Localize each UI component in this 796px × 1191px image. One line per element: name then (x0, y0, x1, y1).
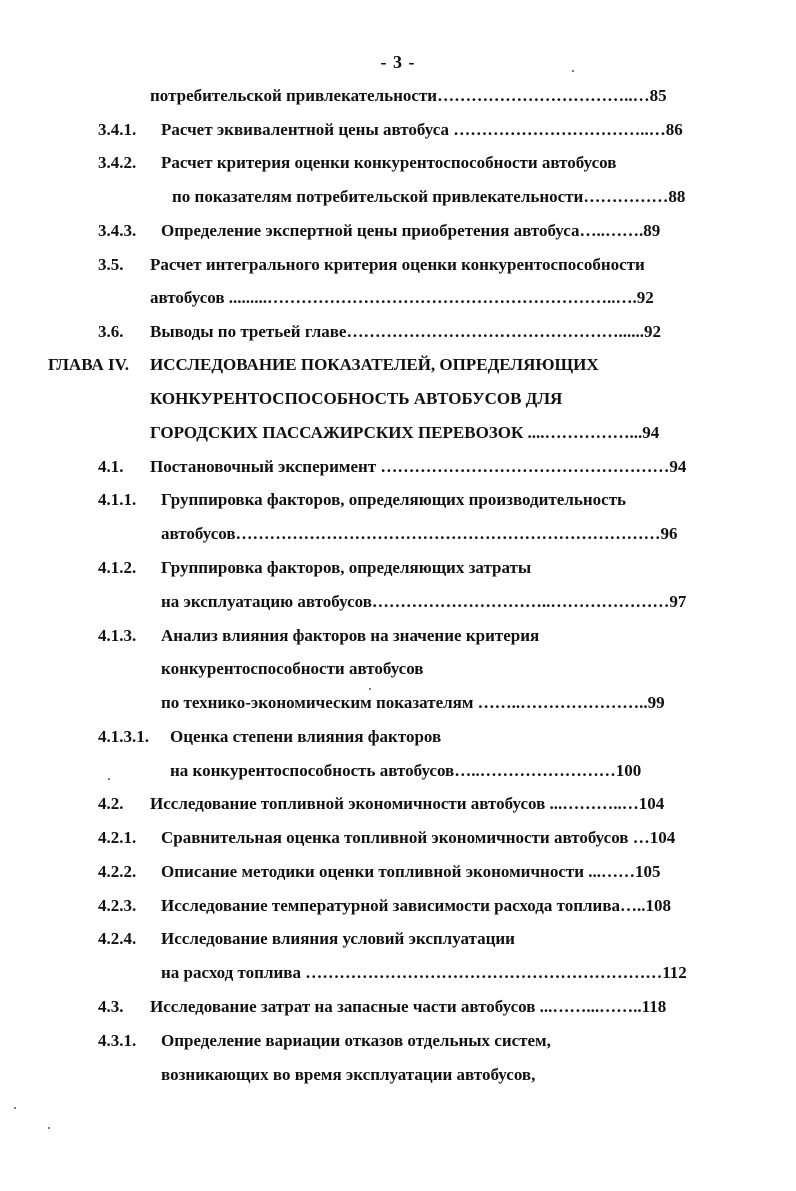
toc-text: Группировка факторов, определяющих производительность (161, 490, 627, 509)
toc-text: Постановочный эксперимент ……………………………………………94 (150, 457, 687, 476)
toc-number: 4.2.2. (98, 862, 137, 881)
toc-number: 4.1.3.1. (98, 727, 149, 746)
toc-text: конкурентоспособности автобусов (161, 659, 424, 678)
toc-chapter-title: ИССЛЕДОВАНИЕ ПОКАЗАТЕЛЕЙ, ОПРЕДЕЛЯЮЩИХ (150, 355, 599, 374)
scan-speck (48, 1127, 50, 1129)
toc-text: Исследование топливной экономичности автобусов ...………..…104 (150, 794, 665, 813)
toc-text: автобусов .........……………………………………………………..….92 (150, 288, 654, 307)
toc-chapter-number: ГЛАВА IV. (48, 355, 129, 374)
toc-text: Расчет эквивалентной цены автобуса ……………………………..…86 (161, 120, 683, 139)
toc-number: 4.2.4. (98, 929, 137, 948)
toc-text: Выводы по третьей главе…………………………………………......92 (150, 322, 661, 341)
toc-text: Оценка степени влияния факторов (170, 727, 442, 746)
scan-speck (572, 70, 574, 72)
toc-number: 4.3. (98, 997, 124, 1016)
page-number: - 3 - (380, 52, 416, 72)
toc-text: Группировка факторов, определяющих затраты (161, 558, 532, 577)
toc-text: Определение экспертной цены приобретения автобуса…..…….89 (161, 221, 661, 240)
toc-number: 4.1. (98, 457, 124, 476)
toc-number: 4.2.1. (98, 828, 137, 847)
scan-speck (14, 1107, 16, 1109)
toc-number: 3.4.1. (98, 120, 137, 139)
toc-text: Сравнительная оценка топливной экономичности автобусов …104 (161, 828, 676, 847)
toc-number: 4.2. (98, 794, 124, 813)
toc-text: возникающих во время эксплуатации автобусов, (161, 1065, 536, 1084)
toc-text: на эксплуатацию автобусов…………………………..…………………97 (161, 592, 687, 611)
toc-text: Исследование температурной зависимости расхода топлива…..108 (161, 896, 672, 915)
toc-text: по технико-экономическим показателям ……..…………………..99 (161, 693, 665, 712)
toc-text: Исследование затрат на запасные части автобусов ...……...……..118 (150, 997, 667, 1016)
toc-number: 4.2.3. (98, 896, 137, 915)
toc-text: Описание методики оценки топливной экономичности ...……105 (161, 862, 661, 881)
toc-number: 4.1.1. (98, 490, 137, 509)
toc-text: на расход топлива ………………………………………………………112 (161, 963, 687, 982)
toc-number: 3.6. (98, 322, 124, 341)
scan-speck (108, 778, 110, 780)
toc-number: 4.1.2. (98, 558, 137, 577)
toc-text: Расчет критерия оценки конкурентоспособности автобусов (161, 153, 617, 172)
toc-text: по показателям потребительской привлекательности……………88 (172, 187, 686, 206)
toc-chapter-title: КОНКУРЕНТОСПОСОБНОСТЬ АВТОБУСОВ ДЛЯ (150, 389, 563, 408)
toc-chapter-title: ГОРОДСКИХ ПАССАЖИРСКИХ ПЕРЕВОЗОК ....……………...94 (150, 423, 660, 442)
toc-text: потребительской привлекательности……………………………..…85 (150, 86, 667, 105)
toc-text: Определение вариации отказов отдельных систем, (161, 1031, 551, 1050)
toc-number: 4.3.1. (98, 1031, 137, 1050)
toc-text: автобусов…………………………………………………………………96 (161, 524, 678, 543)
toc-text: на конкурентоспособность автобусов…..……………………100 (170, 761, 642, 780)
toc-number: 4.1.3. (98, 626, 137, 645)
toc-text: Исследование влияния условий эксплуатации (161, 929, 515, 948)
toc-number: 3.5. (98, 255, 124, 274)
toc-text: Анализ влияния факторов на значение критерия (161, 626, 540, 645)
scan-speck (369, 688, 371, 690)
toc-number: 3.4.3. (98, 221, 137, 240)
toc-number: 3.4.2. (98, 153, 137, 172)
toc-text: Расчет интегрального критерия оценки конкурентоспособности (150, 255, 645, 274)
